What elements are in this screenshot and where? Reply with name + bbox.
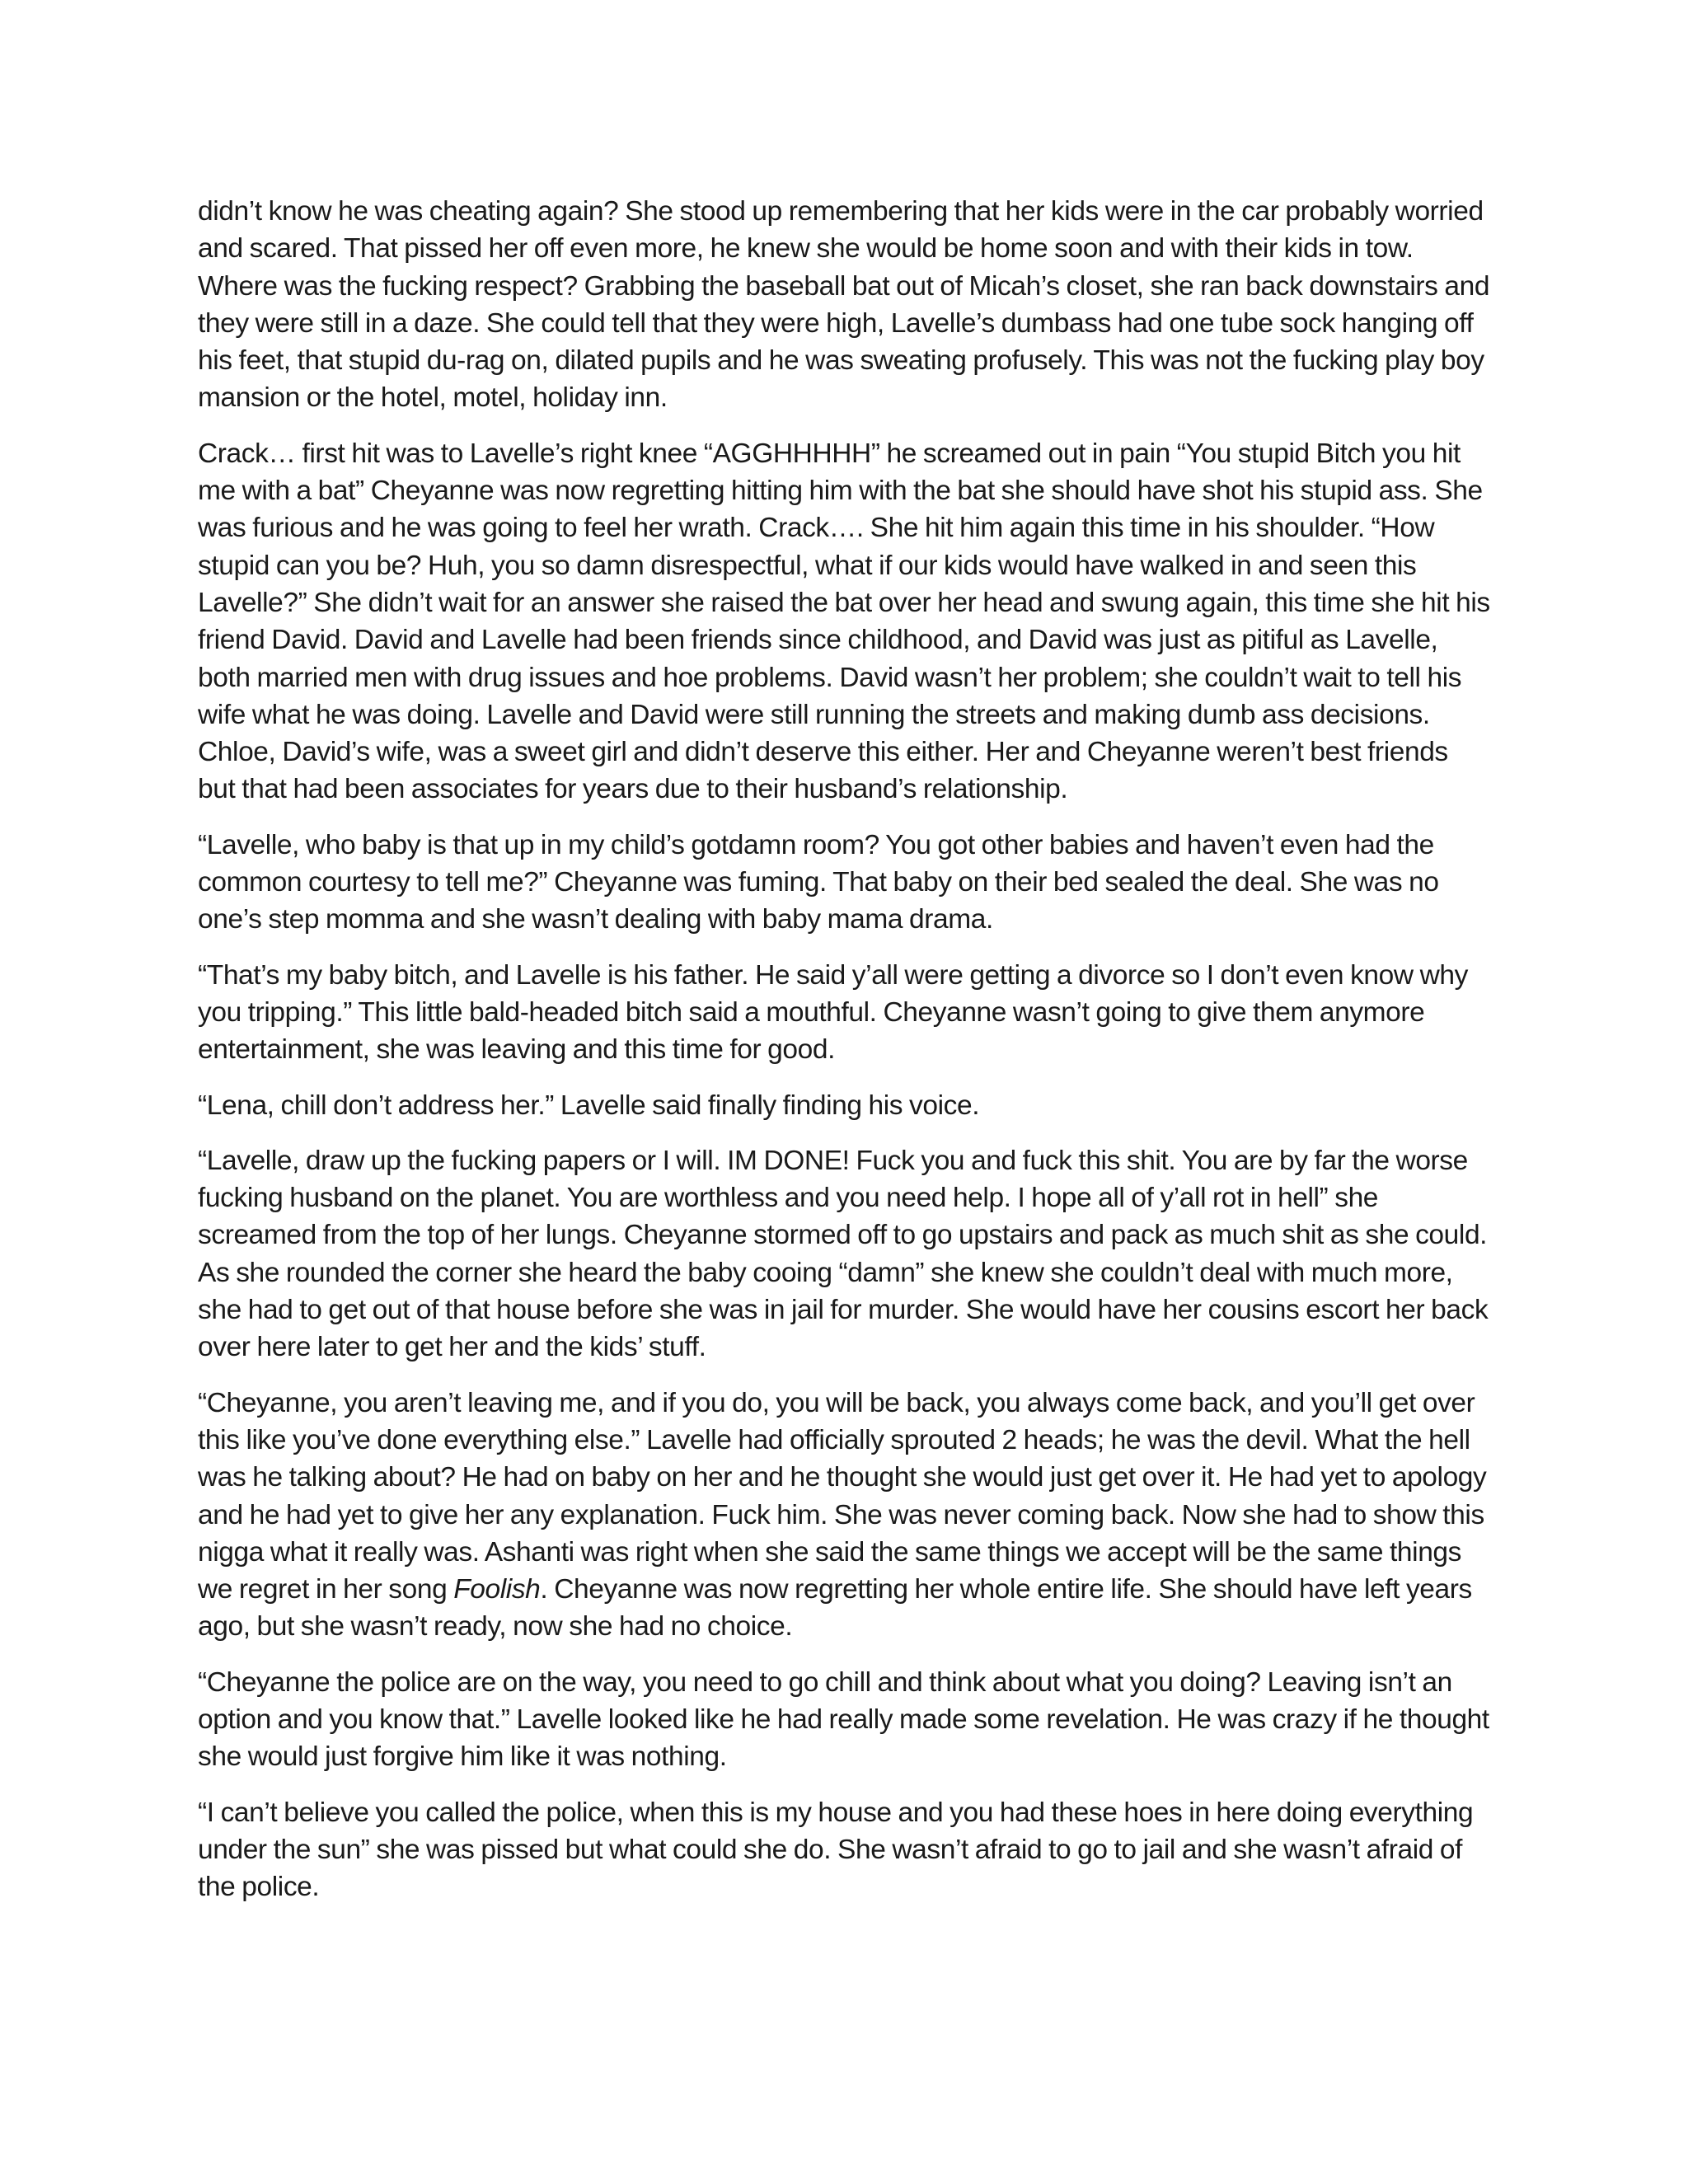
paragraph-3: “Lavelle, who baby is that up in my child’s gotdamn room? You got other babies and haven’t even had the common courtesy to tell me?” Cheyanne was fuming. That baby on their bed sealed the deal. She was no one’s step momma and she wasn’t dealing with baby mama drama. bbox=[198, 829, 1439, 935]
paragraph-2: Crack… first hit was to Lavelle’s right knee “AGGHHHHH” he screamed out in pain “You stupid Bitch you hit me with a bat” Cheyanne was now regretting hitting him with the bat she should have shot his stupid ass. She was furious and he was going to feel her wrath. Crack…. She hit him again this time in his shoulder. “How stupid can you be? Huh, you so damn disrespectful, what if our kids would have walked in and seen this Lavelle?” She didn’t wait for an answer she raised the bat over her head and swung again, this time she hit his friend David. David and Lavelle had been friends since childhood, and David was just as pitiful as Lavelle, both married men with drug issues and hoe problems. David wasn’t her problem; she couldn’t wait to tell his wife what he was doing. Lavelle and David were still running the streets and making dumb ass decisions. Chloe, David’s wife, was a sweet girl and didn’t deserve this either. Her and Cheyanne weren’t best friends but that had been associates for years due to their husband’s relationship. bbox=[198, 438, 1490, 805]
paragraph-5: “Lena, chill don’t address her.” Lavelle said finally finding his voice. bbox=[198, 1090, 980, 1121]
document-body bbox=[198, 193, 1490, 1924]
paragraph-8: “Cheyanne the police are on the way, you need to go chill and think about what you doing? Leaving isn’t an option and you know that.” Lavelle looked like he had really made some revelation. He was crazy if he thought she would just forgive him like it was nothing. bbox=[198, 1666, 1489, 1773]
song-title-italic: Foolish bbox=[453, 1574, 541, 1605]
paragraph-7-text-before: “Cheyanne, you aren’t leaving me, and if you do, you will be back, you always come back, and you’ll get over this like you’ve done everything else.” Lavelle had officially sprouted 2 heads; he was the devil. What the hell was he talking about? He had on baby on her and he thought she would just get over it. He had yet to apology and he had yet to give her any explanation. Fuck him. She was never coming back. Now she had to show this nigga what it really was. Ashanti was right when she said the same things we accept will be the same things we regret in her song bbox=[198, 1387, 1487, 1605]
paragraph-7-text-after: . Cheyanne was now regretting her whole entire life. She should have left years ago, but she wasn’t ready, now she had no choice. bbox=[198, 1574, 1472, 1643]
paragraph-1: didn’t know he was cheating again? She stood up remembering that her kids were in the car probably worried and scared. That pissed her off even more, he knew she would be home soon and with their kids in tow. Where was the fucking respect? Grabbing the baseball bat out of Micah’s closet, she ran back downstairs and they were still in a daze. She could tell that they were high, Lavelle’s dumbass had one tube sock hanging off his feet, that stupid du-rag on, dilated pupils and he was sweating profusely. This was not the fucking play boy mansion or the hotel, motel, holiday inn. bbox=[198, 196, 1490, 414]
paragraph-9: “I can’t believe you called the police, when this is my house and you had these hoes in here doing everything under the sun” she was pissed but what could she do. She wasn’t afraid to go to jail and she wasn’t afraid of the police. bbox=[198, 1797, 1474, 1903]
paragraph-4: “That’s my baby bitch, and Lavelle is his father. He said y’all were getting a divorce so I don’t even know why you tripping.” This little bald-headed bitch said a mouthful. Cheyanne wasn’t going to give them anymore entertainment, she was leaving and this time for good. bbox=[198, 959, 1468, 1066]
paragraph-6: “Lavelle, draw up the fucking papers or I will. IM DONE! Fuck you and fuck this shit. You are by far the worse fucking husband on the planet. You are worthless and you need help. I hope all of y’all rot in hell” she screamed from the top of her lungs. Cheyanne stormed off to go upstairs and pack as much shit as she could. As she rounded the corner she heard the baby cooing “damn” she knew she couldn’t deal with much more, she had to get out of that house before she was in jail for murder. She would have her cousins escort her back over here later to get her and the kids’ stuff. bbox=[198, 1145, 1489, 1363]
paragraph-7 bbox=[198, 1385, 1490, 1646]
